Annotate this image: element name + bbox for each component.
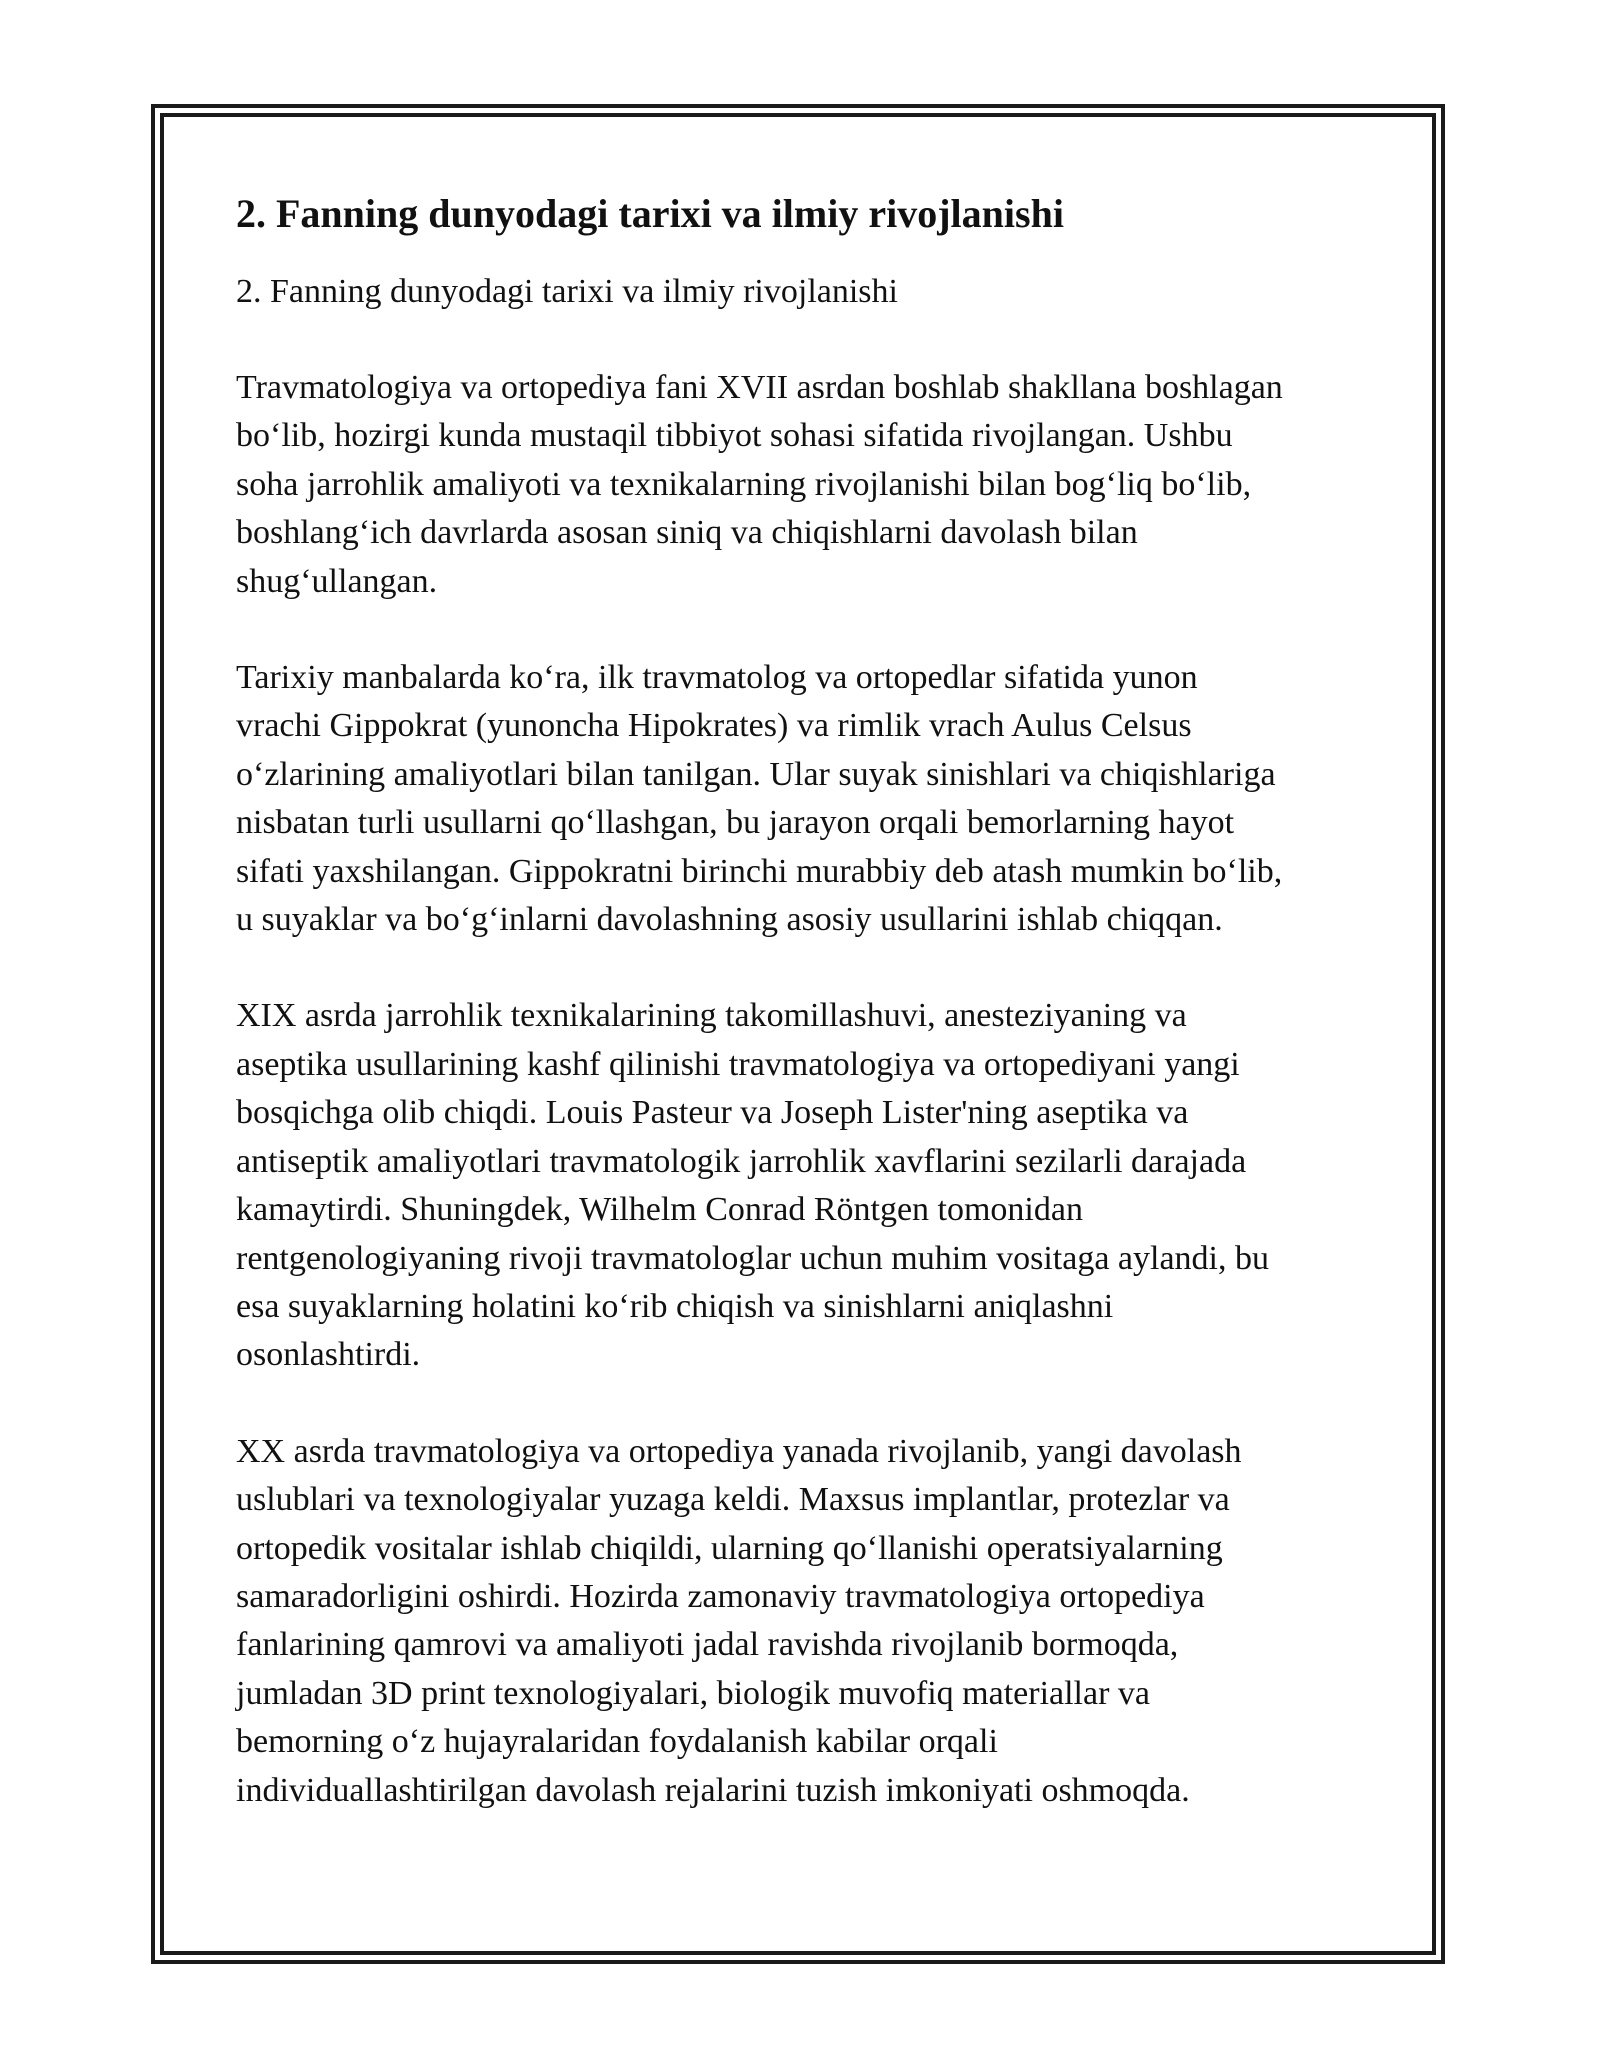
paragraph-line: o‘zlarining amaliyotlari bilan tanilgan. Ular suyak sinishlari va chiqishlariga (236, 755, 1276, 793)
paragraph-line: aseptika usullarining kashf qilinishi travmatologiya va ortopediyani yangi (236, 1045, 1240, 1083)
paragraph-line: nisbatan turli usullarni qo‘llashgan, bu jarayon orqali bemorlarning hayot (236, 804, 1235, 842)
paragraph-4 (236, 1428, 1376, 1815)
paragraph-line: XIX asrda jarrohlik texnikalarining takomillashuvi, anesteziyaning va (236, 997, 1187, 1035)
paragraph-1 (236, 364, 1376, 606)
paragraph-line: antiseptik amaliyotlari travmatologik jarrohlik xavflarini sezilarli darajada (236, 1142, 1247, 1180)
paragraph-line: individuallashtirilgan davolash rejalarini tuzish imkoniyati oshmoqda. (236, 1771, 1190, 1809)
paragraph-line: Travmatologiya va ortopediya fani XVII asrdan boshlab shakllana boshlagan (236, 369, 1283, 406)
paragraph-line: osonlashtirdi. (236, 1336, 421, 1374)
paragraph-line: kamaytirdi. Shuningdek, Wilhelm Conrad Röntgen tomonidan (236, 1191, 1083, 1229)
paragraph-line: sifati yaxshilangan. Gippokratni birinchi murabbiy deb atash mumkin bo‘lib, (236, 852, 1283, 890)
paragraph-line: boshlang‘ich davrlarda asosan siniq va chiqishlarni davolash bilan (236, 514, 1138, 552)
paragraph-line: rentgenologiyaning rivoji travmatologlar uchun muhim vositaga aylandi, bu (236, 1239, 1269, 1277)
paragraph-line: shug‘ullangan. (236, 562, 438, 600)
paragraph-line: samaradorligini oshirdi. Hozirda zamonaviy travmatologiya ortopediya (236, 1577, 1205, 1615)
paragraph-line: bemorning o‘z hujayralaridan foydalanish kabilar orqali (236, 1723, 998, 1761)
paragraph-line: bo‘lib, hozirgi kunda mustaqil tibbiyot sohasi sifatida rivojlangan. Ushbu (236, 417, 1233, 455)
paragraph-line: ortopedik vositalar ishlab chiqildi, ularning qo‘llanishi operatsiyalarning (236, 1529, 1223, 1567)
paragraph-line: Tarixiy manbalarda ko‘ra, ilk travmatolog va ortopedlar sifatida yunon (236, 659, 1198, 697)
paragraph-3 (236, 992, 1376, 1379)
paragraph-line: jumladan 3D print texnologiyalari, biologik muvofiq materiallar va (236, 1674, 1150, 1712)
paragraph-line: vrachi Gippokrat (yunoncha Hipokrates) va rimlik vrach Aulus Celsus (236, 707, 1192, 745)
paragraph-line: fanlarining qamrovi va amaliyoti jadal ravishda rivojlanib bormoqda, (236, 1626, 1179, 1664)
paragraph-line: esa suyaklarning holatini ko‘rib chiqish va sinishlarni aniqlashni (236, 1287, 1114, 1325)
paragraph-line: uslublari va texnologiyalar yuzaga keldi. Maxsus implantlar, protezlar va (236, 1481, 1230, 1519)
paragraph-line: XX asrda travmatologiya va ortopediya yanada rivojlanib, yangi davolash (236, 1432, 1242, 1470)
paragraph-line: bosqichga olib chiqdi. Louis Pasteur va Joseph Lister'ning aseptika va (236, 1094, 1189, 1132)
section-subheading: 2. Fanning dunyodagi tarixi va ilmiy rivojlanishi (236, 273, 898, 310)
section-heading: 2. Fanning dunyodagi tarixi va ilmiy rivojlanishi (236, 191, 1064, 236)
paragraph-2 (236, 654, 1376, 944)
paragraph-line: u suyaklar va bo‘g‘inlarni davolashning asosiy usullarini ishlab chiqqan. (236, 901, 1223, 939)
document-body (236, 190, 1376, 1863)
paragraph-line: soha jarrohlik amaliyoti va texnikalarning rivojlanishi bilan bog‘liq bo‘lib, (236, 465, 1252, 503)
